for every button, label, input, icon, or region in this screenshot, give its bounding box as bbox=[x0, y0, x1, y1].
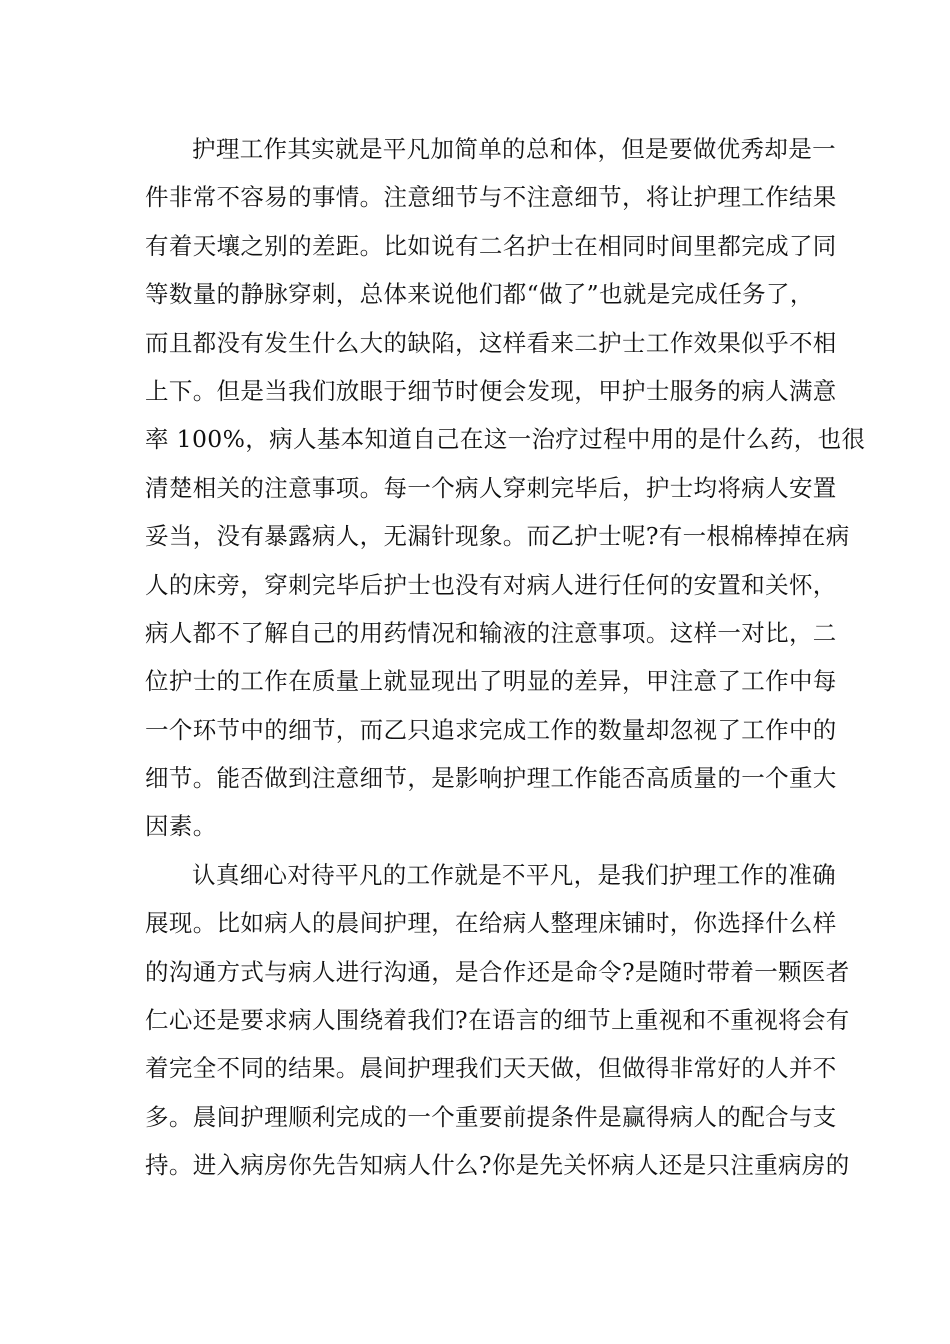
text-line: 件非常不容易的事情。注意细节与不注意细节，将让护理工作结果 bbox=[145, 183, 837, 212]
text-line: 多。晨间护理顺利完成的一个重要前提条件是赢得病人的配合与支 bbox=[145, 1102, 837, 1131]
text-line: 而且都没有发生什么大的缺陷，这样看来二护士工作效果似乎不相 bbox=[145, 328, 837, 357]
text-line: 细节。能否做到注意细节，是影响护理工作能否高质量的一个重大 bbox=[145, 764, 837, 793]
text-line: 着完全不同的结果。晨间护理我们天天做，但做得非常好的人并不 bbox=[145, 1054, 837, 1083]
text-line: 有着天壤之别的差距。比如说有二名护士在相同时间里都完成了同 bbox=[145, 231, 837, 260]
text-line: 一个环节中的细节，而乙只追求完成工作的数量却忽视了工作中的 bbox=[145, 715, 837, 744]
text-line: 清楚相关的注意事项。每一个病人穿刺完毕后，护士均将病人安置 bbox=[145, 473, 837, 502]
text-line: 展现。比如病人的晨间护理，在给病人整理床铺时，你选择什么样 bbox=[145, 909, 837, 938]
text-line: 仁心还是要求病人围绕着我们?在语言的细节上重视和不重视将会有 bbox=[145, 1006, 850, 1035]
text-line: 护理工作其实就是平凡加简单的总和体，但是要做优秀却是一 bbox=[192, 135, 836, 163]
text-line: 持。进入病房你先告知病人什么?你是先关怀病人还是只注重病房的 bbox=[145, 1151, 850, 1180]
text-line: 率 100%，病人基本知道自己在这一治疗过程中用的是什么药，也很 bbox=[145, 425, 866, 454]
text-line: 等数量的静脉穿刺，总体来说他们都“做了”也就是完成任务了， bbox=[145, 280, 814, 309]
text-line: 上下。但是当我们放眼于细节时便会发现，甲护士服务的病人满意 bbox=[145, 376, 837, 405]
document-body bbox=[145, 125, 866, 1190]
paragraph bbox=[145, 125, 866, 851]
text-line: 病人都不了解自己的用药情况和输液的注意事项。这样一对比，二 bbox=[145, 618, 837, 647]
paragraph bbox=[145, 851, 850, 1190]
text-line: 因素。 bbox=[145, 812, 217, 841]
text-line: 认真细心对待平凡的工作就是不平凡，是我们护理工作的准确 bbox=[192, 860, 836, 889]
text-line: 位护士的工作在质量上就显现出了明显的差异，甲注意了工作中每 bbox=[145, 667, 837, 696]
text-line: 的沟通方式与病人进行沟通，是合作还是命令?是随时带着一颗医者 bbox=[145, 957, 850, 986]
text-line: 妥当，没有暴露病人，无漏针现象。而乙护士呢?有一根棉棒掉在病 bbox=[145, 522, 850, 551]
text-line: 人的床旁，穿刺完毕后护士也没有对病人进行任何的安置和关怀， bbox=[145, 570, 837, 599]
